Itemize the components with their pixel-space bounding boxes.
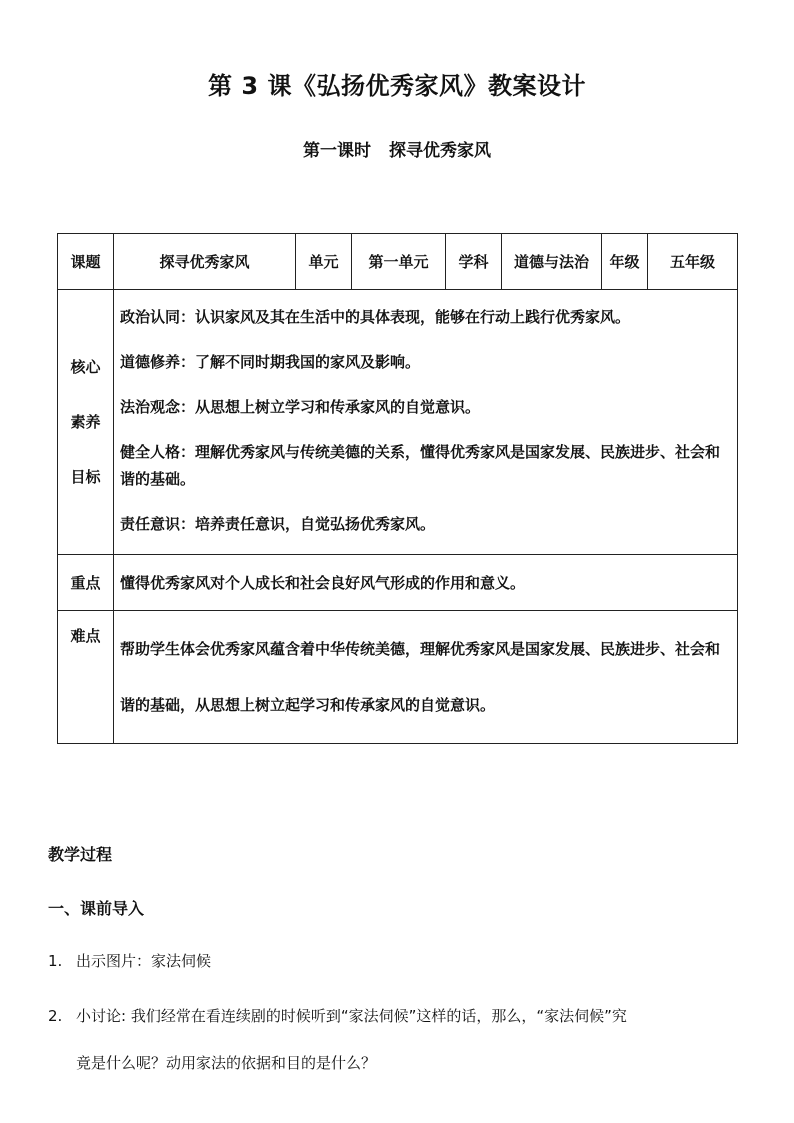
subtitle-lesson: 第一课时	[303, 141, 371, 161]
goal-text: 培养责任意识，自觉弘扬优秀家风。	[195, 515, 436, 533]
goal-key: 健全人格：	[120, 443, 196, 461]
goal-key: 道德修养：	[120, 353, 196, 371]
list-item-text: 出示图片：家法伺候	[76, 952, 212, 970]
list-item	[48, 1005, 738, 1073]
goal-item	[120, 349, 731, 376]
list-item-text: 小讨论: 我们经常在看连续剧的时候听到“家法伺候”这样的话，那么，“家法伺候”究	[76, 1007, 627, 1025]
list-item-number: 2.	[48, 1007, 63, 1025]
goal-text: 认识家风及其在生活中的具体表现，能够在行动上践行优秀家风。	[195, 308, 631, 326]
list-item	[48, 950, 738, 971]
section-heading: 一、课前导入	[48, 899, 145, 918]
topic-value: 探寻优秀家风	[114, 234, 296, 290]
document-title: 第 3 课《弘扬优秀家风》教案设计	[208, 72, 586, 100]
grade-label: 年级	[602, 234, 648, 290]
goal-item	[120, 304, 731, 331]
goal-key: 责任意识：	[120, 515, 196, 533]
lesson-plan-table	[57, 233, 738, 744]
subtitle-topic: 探寻优秀家风	[389, 141, 491, 161]
goal-item	[120, 439, 731, 493]
key-point-row	[58, 555, 738, 611]
goals-content	[114, 290, 738, 555]
subject-label: 学科	[446, 234, 502, 290]
goal-text: 了解不同时期我国的家风及影响。	[195, 353, 421, 371]
topic-label: 课题	[58, 234, 114, 290]
difficult-point-label: 难点	[58, 611, 114, 744]
grade-value: 五年级	[648, 234, 738, 290]
goal-item	[120, 394, 731, 421]
list-item-number: 1.	[48, 952, 63, 970]
goals-label-line: 素养	[70, 412, 101, 431]
goal-item	[120, 511, 731, 538]
key-point-content: 懂得优秀家风对个人成长和社会良好风气形成的作用和意义。	[114, 555, 738, 611]
table-header-row	[58, 234, 738, 290]
difficult-point-row	[58, 611, 738, 744]
goals-label-line: 核心	[70, 357, 101, 376]
document-subtitle	[0, 136, 794, 161]
goal-key: 政治认同：	[120, 308, 196, 326]
goals-row	[58, 290, 738, 555]
unit-label: 单元	[296, 234, 352, 290]
difficult-point-content: 帮助学生体会优秀家风蕴含着中华传统美德，理解优秀家风是国家发展、民族进步、社会和谐的基础，从思想上树立起学习和传承家风的自觉意识。	[114, 611, 738, 744]
subject-value: 道德与法治	[502, 234, 602, 290]
goals-label	[58, 290, 114, 555]
unit-value: 第一单元	[352, 234, 446, 290]
goals-label-line: 目标	[70, 467, 101, 486]
goal-text: 从思想上树立学习和传承家风的自觉意识。	[195, 398, 481, 416]
goal-text: 理解优秀家风与传统美德的关系，懂得优秀家风是国家发展、民族进步、社会和谐的基础。	[120, 443, 721, 488]
list-item-text-continued: 竟是什么呢？动用家法的依据和目的是什么？	[76, 1054, 377, 1072]
process-heading: 教学过程	[48, 845, 113, 864]
goal-key: 法治观念：	[120, 398, 196, 416]
key-point-label: 重点	[58, 555, 114, 611]
